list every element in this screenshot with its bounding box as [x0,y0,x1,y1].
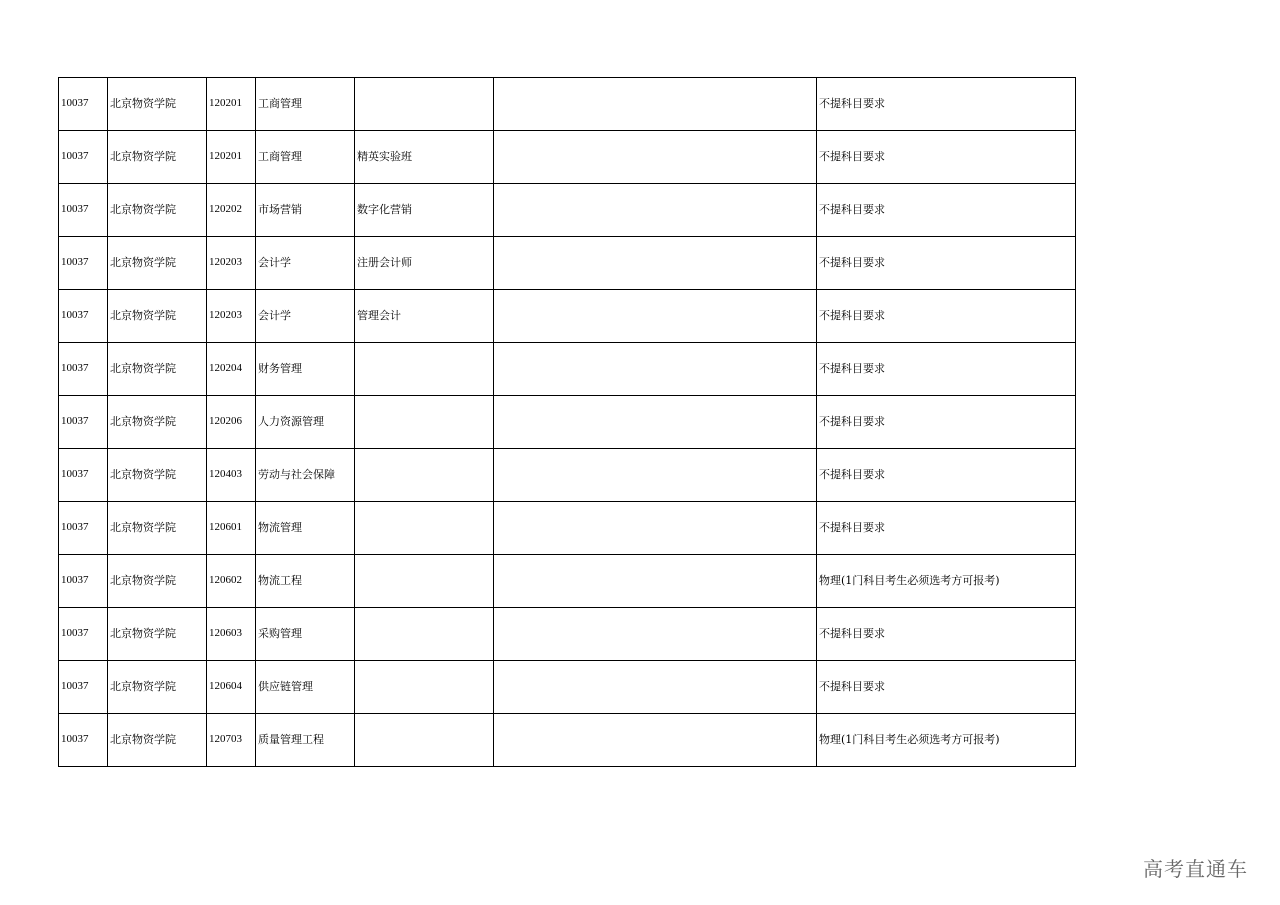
major-name-cell: 劳动与社会保障 [256,449,355,502]
note-cell [494,237,817,290]
subject-requirement-cell: 不提科目要求 [817,502,1076,555]
school-code-cell: 10037 [59,290,108,343]
table-row [59,608,1076,661]
table-row [59,396,1076,449]
subject-requirement-cell: 不提科目要求 [817,78,1076,131]
school-name-cell: 北京物资学院 [108,184,207,237]
major-name-cell: 供应链管理 [256,661,355,714]
major-direction-cell [355,555,494,608]
major-direction-cell [355,502,494,555]
subject-requirement-cell: 不提科目要求 [817,396,1076,449]
subject-requirement-cell: 不提科目要求 [817,184,1076,237]
note-cell [494,184,817,237]
subject-requirement-cell: 物理(1门科目考生必须选考方可报考) [817,555,1076,608]
table-row [59,237,1076,290]
major-code-cell: 120602 [207,555,256,608]
major-code-cell: 120201 [207,78,256,131]
major-name-cell: 人力资源管理 [256,396,355,449]
major-name-cell: 采购管理 [256,608,355,661]
table-row [59,131,1076,184]
subject-requirement-cell: 不提科目要求 [817,608,1076,661]
note-cell [494,290,817,343]
subject-requirement-cell: 不提科目要求 [817,237,1076,290]
school-code-cell: 10037 [59,343,108,396]
major-name-cell: 工商管理 [256,78,355,131]
school-name-cell: 北京物资学院 [108,714,207,767]
watermark-text: 高考直通车 [1143,857,1248,881]
major-name-cell: 会计学 [256,290,355,343]
school-name-cell: 北京物资学院 [108,237,207,290]
table-row [59,184,1076,237]
major-direction-cell [355,78,494,131]
note-cell [494,78,817,131]
table-row [59,555,1076,608]
table-row [59,449,1076,502]
school-code-cell: 10037 [59,237,108,290]
note-cell [494,131,817,184]
table-row [59,714,1076,767]
school-code-cell: 10037 [59,131,108,184]
major-code-cell: 120703 [207,714,256,767]
table-row [59,78,1076,131]
school-name-cell: 北京物资学院 [108,78,207,131]
subject-requirement-cell: 不提科目要求 [817,343,1076,396]
major-name-cell: 物流工程 [256,555,355,608]
table-row [59,661,1076,714]
major-code-cell: 120403 [207,449,256,502]
major-direction-cell [355,343,494,396]
major-code-cell: 120206 [207,396,256,449]
major-name-cell: 物流管理 [256,502,355,555]
school-code-cell: 10037 [59,555,108,608]
major-code-cell: 120601 [207,502,256,555]
major-name-cell: 会计学 [256,237,355,290]
note-cell [494,502,817,555]
subject-requirements-table [58,77,1076,767]
school-name-cell: 北京物资学院 [108,502,207,555]
major-direction-cell [355,449,494,502]
major-name-cell: 市场营销 [256,184,355,237]
note-cell [494,343,817,396]
note-cell [494,396,817,449]
table-body [59,78,1076,767]
subject-requirement-cell: 物理(1门科目考生必须选考方可报考) [817,714,1076,767]
school-code-cell: 10037 [59,502,108,555]
major-name-cell: 工商管理 [256,131,355,184]
major-direction-cell: 精英实验班 [355,131,494,184]
school-code-cell: 10037 [59,396,108,449]
major-direction-cell: 管理会计 [355,290,494,343]
school-name-cell: 北京物资学院 [108,608,207,661]
school-code-cell: 10037 [59,78,108,131]
major-code-cell: 120603 [207,608,256,661]
school-code-cell: 10037 [59,714,108,767]
school-code-cell: 10037 [59,661,108,714]
major-direction-cell: 注册会计师 [355,237,494,290]
subject-requirement-cell: 不提科目要求 [817,290,1076,343]
school-name-cell: 北京物资学院 [108,396,207,449]
note-cell [494,555,817,608]
school-name-cell: 北京物资学院 [108,449,207,502]
school-code-cell: 10037 [59,449,108,502]
school-name-cell: 北京物资学院 [108,131,207,184]
table-row [59,343,1076,396]
major-direction-cell [355,714,494,767]
subject-requirement-cell: 不提科目要求 [817,449,1076,502]
major-code-cell: 120204 [207,343,256,396]
note-cell [494,608,817,661]
table-row [59,290,1076,343]
subject-requirement-cell: 不提科目要求 [817,661,1076,714]
school-name-cell: 北京物资学院 [108,555,207,608]
school-name-cell: 北京物资学院 [108,290,207,343]
major-code-cell: 120203 [207,290,256,343]
subject-requirement-cell: 不提科目要求 [817,131,1076,184]
school-code-cell: 10037 [59,608,108,661]
major-direction-cell [355,396,494,449]
major-direction-cell [355,661,494,714]
major-name-cell: 财务管理 [256,343,355,396]
school-code-cell: 10037 [59,184,108,237]
note-cell [494,449,817,502]
note-cell [494,714,817,767]
major-code-cell: 120201 [207,131,256,184]
major-code-cell: 120203 [207,237,256,290]
table-row [59,502,1076,555]
major-direction-cell [355,608,494,661]
school-name-cell: 北京物资学院 [108,343,207,396]
major-name-cell: 质量管理工程 [256,714,355,767]
note-cell [494,661,817,714]
major-direction-cell: 数字化营销 [355,184,494,237]
school-name-cell: 北京物资学院 [108,661,207,714]
major-code-cell: 120202 [207,184,256,237]
major-code-cell: 120604 [207,661,256,714]
